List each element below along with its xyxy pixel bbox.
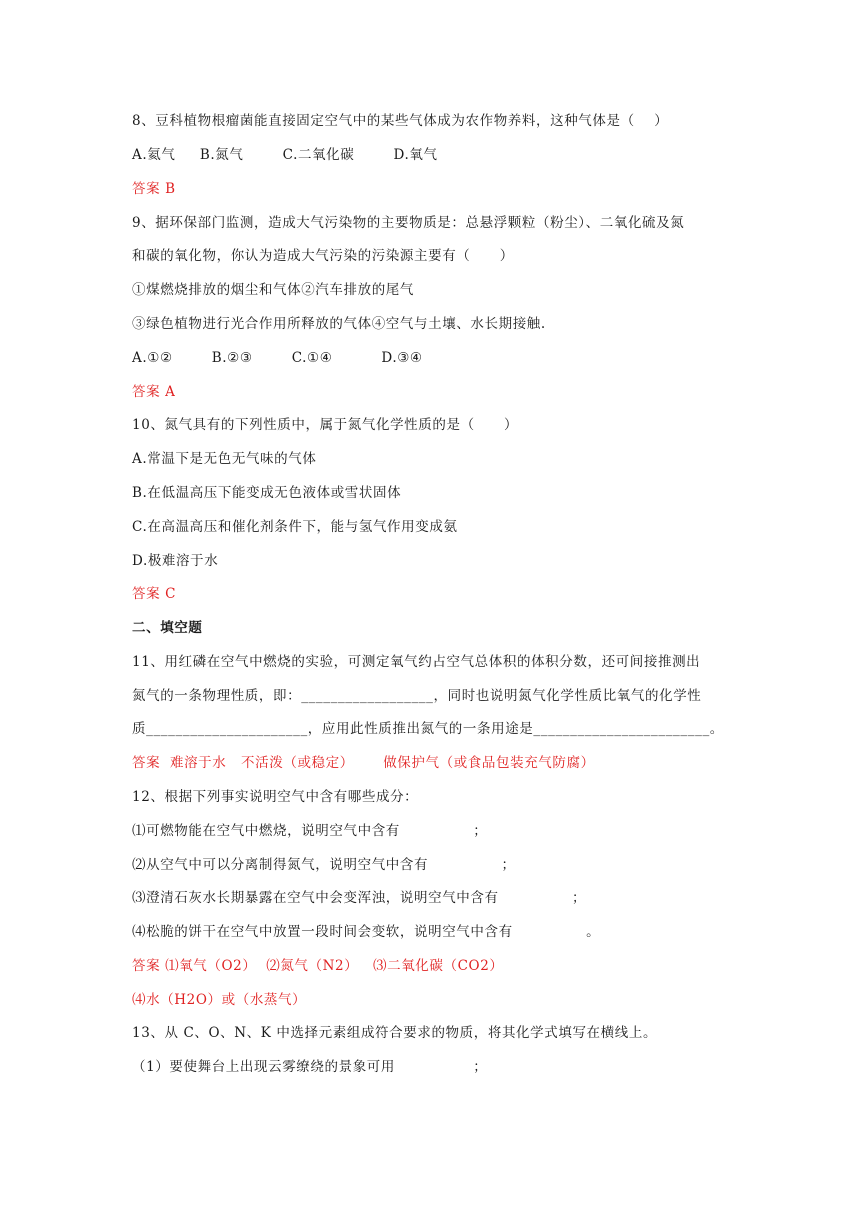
question-11-answer: 答案 难溶于水 不活泼（或稳定） 做保护气（或食品包装充气防腐） [132,755,595,771]
question-11-line-2: 氮气的一条物理性质，即：__________________，同时也说明氮气化学性质比氧气的化学性 [132,688,702,704]
question-10-answer: 答案 C [132,586,177,602]
question-11-line-1: 11、用红磷在空气中燃烧的实验，可测定氧气约占空气总体积的体积分数，还可间接推测出 [132,654,701,670]
question-10-option-a: A.常温下是无色无气味的气体 [132,451,317,467]
question-10-stem: 10、氮气具有的下列性质中，属于氮气化学性质的是（ ） [132,417,519,433]
question-12-stem: 12、根据下列事实说明空气中含有哪些成分： [132,789,419,805]
question-11-line-3: 质______________________，应用此性质推出氮气的一条用途是________________________。 [132,721,724,737]
question-9-answer: 答案 A [132,384,176,400]
question-8-stem: 8、豆科植物根瘤菌能直接固定空气中的某些气体成为农作物养料，这种气体是（ ） [132,113,669,129]
section-heading: 二、填空题 [132,620,203,636]
question-10-option-d: D.极难溶于水 [132,553,219,569]
question-12-item-2: ⑵从空气中可以分离制得氮气，说明空气中含有 ； [132,857,516,873]
question-9-items-line-2: ③绿色植物进行光合作用所释放的气体④空气与土壤、水长期接触. [132,316,546,332]
question-8-answer: 答案 B [132,181,176,197]
question-12-answer-line-2: ⑷水（H2O）或（水蒸气） [132,992,307,1008]
question-12-item-4: ⑷松脆的饼干在空气中放置一段时间会变软，说明空气中含有 。 [132,924,601,940]
question-12-item-1: ⑴可燃物能在空气中燃烧，说明空气中含有 ； [132,823,488,839]
question-9-stem-line-1: 9、据环保部门监测，造成大气污染物的主要物质是：总悬浮颗粒（粉尘）、二氧化硫及氮 [132,215,685,231]
question-9-options: A.①② B.②③ C.①④ D.③④ [132,350,423,366]
question-13-stem: 13、从 C、O、N、K 中选择元素组成符合要求的物质，将其化学式填写在横线上。 [132,1025,658,1041]
question-12-answer-line-1: 答案 ⑴氧气（O2） ⑵氮气（N2） ⑶二氧化碳（CO2） [132,958,504,974]
question-10-option-b: B.在低温高压下能变成无色液体或雪状固体 [132,485,402,501]
question-12-item-3: ⑶澄清石灰水长期暴露在空气中会变浑浊，说明空气中含有 ； [132,890,587,906]
question-8-options: A.氦气 B.氮气 C.二氧化碳 D.氧气 [132,147,438,163]
question-9-items-line-1: ①煤燃烧排放的烟尘和气体②汽车排放的尾气 [132,282,414,298]
question-9-stem-line-2: 和碳的氧化物，你认为造成大气污染的污染源主要有（ ） [132,248,514,264]
question-10-option-c: C.在高温高压和催化剂条件下，能与氢气作用变成氨 [132,519,458,535]
question-13-item-1: （1）要使舞台上出现云雾缭绕的景象可用 ； [132,1059,488,1075]
